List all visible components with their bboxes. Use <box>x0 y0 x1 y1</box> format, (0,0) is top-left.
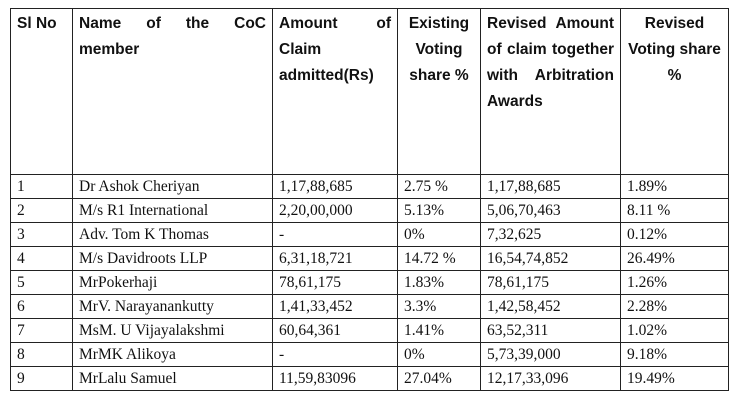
cell-revised-claim: 16,54,74,852 <box>481 247 621 271</box>
cell-revised-claim: 5,06,70,463 <box>481 199 621 223</box>
voting-share-table <box>10 8 729 391</box>
cell-member-name: M/s Davidroots LLP <box>73 247 273 271</box>
cell-existing-share: 14.72 % <box>398 247 481 271</box>
document-page <box>10 8 728 391</box>
cell-claim-admitted: - <box>273 223 398 247</box>
cell-member-name: MrV. Narayanankutty <box>73 295 273 319</box>
header-sl-no: Sl No <box>11 9 73 175</box>
table-row <box>11 319 729 343</box>
cell-existing-share: 0% <box>398 343 481 367</box>
cell-member-name: MrMK Alikoya <box>73 343 273 367</box>
cell-claim-admitted: - <box>273 343 398 367</box>
cell-revised-claim: 12,17,33,096 <box>481 367 621 391</box>
cell-claim-admitted: 78,61,175 <box>273 271 398 295</box>
cell-member-name: MrPokerhaji <box>73 271 273 295</box>
header-claim-admitted: Amount of Claim admitted(Rs) <box>273 9 398 175</box>
cell-existing-share: 2.75 % <box>398 175 481 199</box>
table-row <box>11 199 729 223</box>
cell-existing-share: 5.13% <box>398 199 481 223</box>
cell-sl-no: 5 <box>11 271 73 295</box>
table-row <box>11 175 729 199</box>
header-revised-claim: Revised Amount of claim together with Arbitration Awards <box>481 9 621 175</box>
table-row <box>11 295 729 319</box>
cell-member-name: Dr Ashok Cheriyan <box>73 175 273 199</box>
header-member-name: Name of the CoC member <box>73 9 273 175</box>
table-row <box>11 247 729 271</box>
cell-revised-share: 1.26% <box>621 271 729 295</box>
table-header-row <box>11 9 729 175</box>
cell-revised-claim: 63,52,311 <box>481 319 621 343</box>
table-row <box>11 367 729 391</box>
cell-sl-no: 1 <box>11 175 73 199</box>
header-revised-voting-share: Revised Voting share % <box>621 9 729 175</box>
cell-claim-admitted: 2,20,00,000 <box>273 199 398 223</box>
table-row <box>11 271 729 295</box>
cell-sl-no: 3 <box>11 223 73 247</box>
cell-claim-admitted: 1,41,33,452 <box>273 295 398 319</box>
cell-sl-no: 9 <box>11 367 73 391</box>
cell-sl-no: 8 <box>11 343 73 367</box>
cell-sl-no: 7 <box>11 319 73 343</box>
cell-revised-claim: 5,73,39,000 <box>481 343 621 367</box>
cell-member-name: MsM. U Vijayalakshmi <box>73 319 273 343</box>
cell-revised-share: 9.18% <box>621 343 729 367</box>
cell-revised-share: 2.28% <box>621 295 729 319</box>
cell-existing-share: 1.83% <box>398 271 481 295</box>
cell-revised-claim: 78,61,175 <box>481 271 621 295</box>
cell-existing-share: 1.41% <box>398 319 481 343</box>
cell-claim-admitted: 11,59,83096 <box>273 367 398 391</box>
header-existing-voting-share: Existing Voting share % <box>398 9 481 175</box>
cell-revised-share: 26.49% <box>621 247 729 271</box>
cell-member-name: Adv. Tom K Thomas <box>73 223 273 247</box>
table-row <box>11 223 729 247</box>
cell-member-name: MrLalu Samuel <box>73 367 273 391</box>
cell-claim-admitted: 6,31,18,721 <box>273 247 398 271</box>
cell-sl-no: 2 <box>11 199 73 223</box>
cell-sl-no: 4 <box>11 247 73 271</box>
cell-member-name: M/s R1 International <box>73 199 273 223</box>
table-body <box>11 175 729 391</box>
cell-revised-share: 0.12% <box>621 223 729 247</box>
cell-claim-admitted: 60,64,361 <box>273 319 398 343</box>
table-row <box>11 343 729 367</box>
cell-revised-share: 19.49% <box>621 367 729 391</box>
cell-claim-admitted: 1,17,88,685 <box>273 175 398 199</box>
cell-revised-share: 1.89% <box>621 175 729 199</box>
cell-existing-share: 0% <box>398 223 481 247</box>
cell-revised-claim: 1,42,58,452 <box>481 295 621 319</box>
cell-revised-share: 1.02% <box>621 319 729 343</box>
cell-revised-share: 8.11 % <box>621 199 729 223</box>
cell-revised-claim: 7,32,625 <box>481 223 621 247</box>
cell-existing-share: 3.3% <box>398 295 481 319</box>
cell-existing-share: 27.04% <box>398 367 481 391</box>
cell-sl-no: 6 <box>11 295 73 319</box>
cell-revised-claim: 1,17,88,685 <box>481 175 621 199</box>
